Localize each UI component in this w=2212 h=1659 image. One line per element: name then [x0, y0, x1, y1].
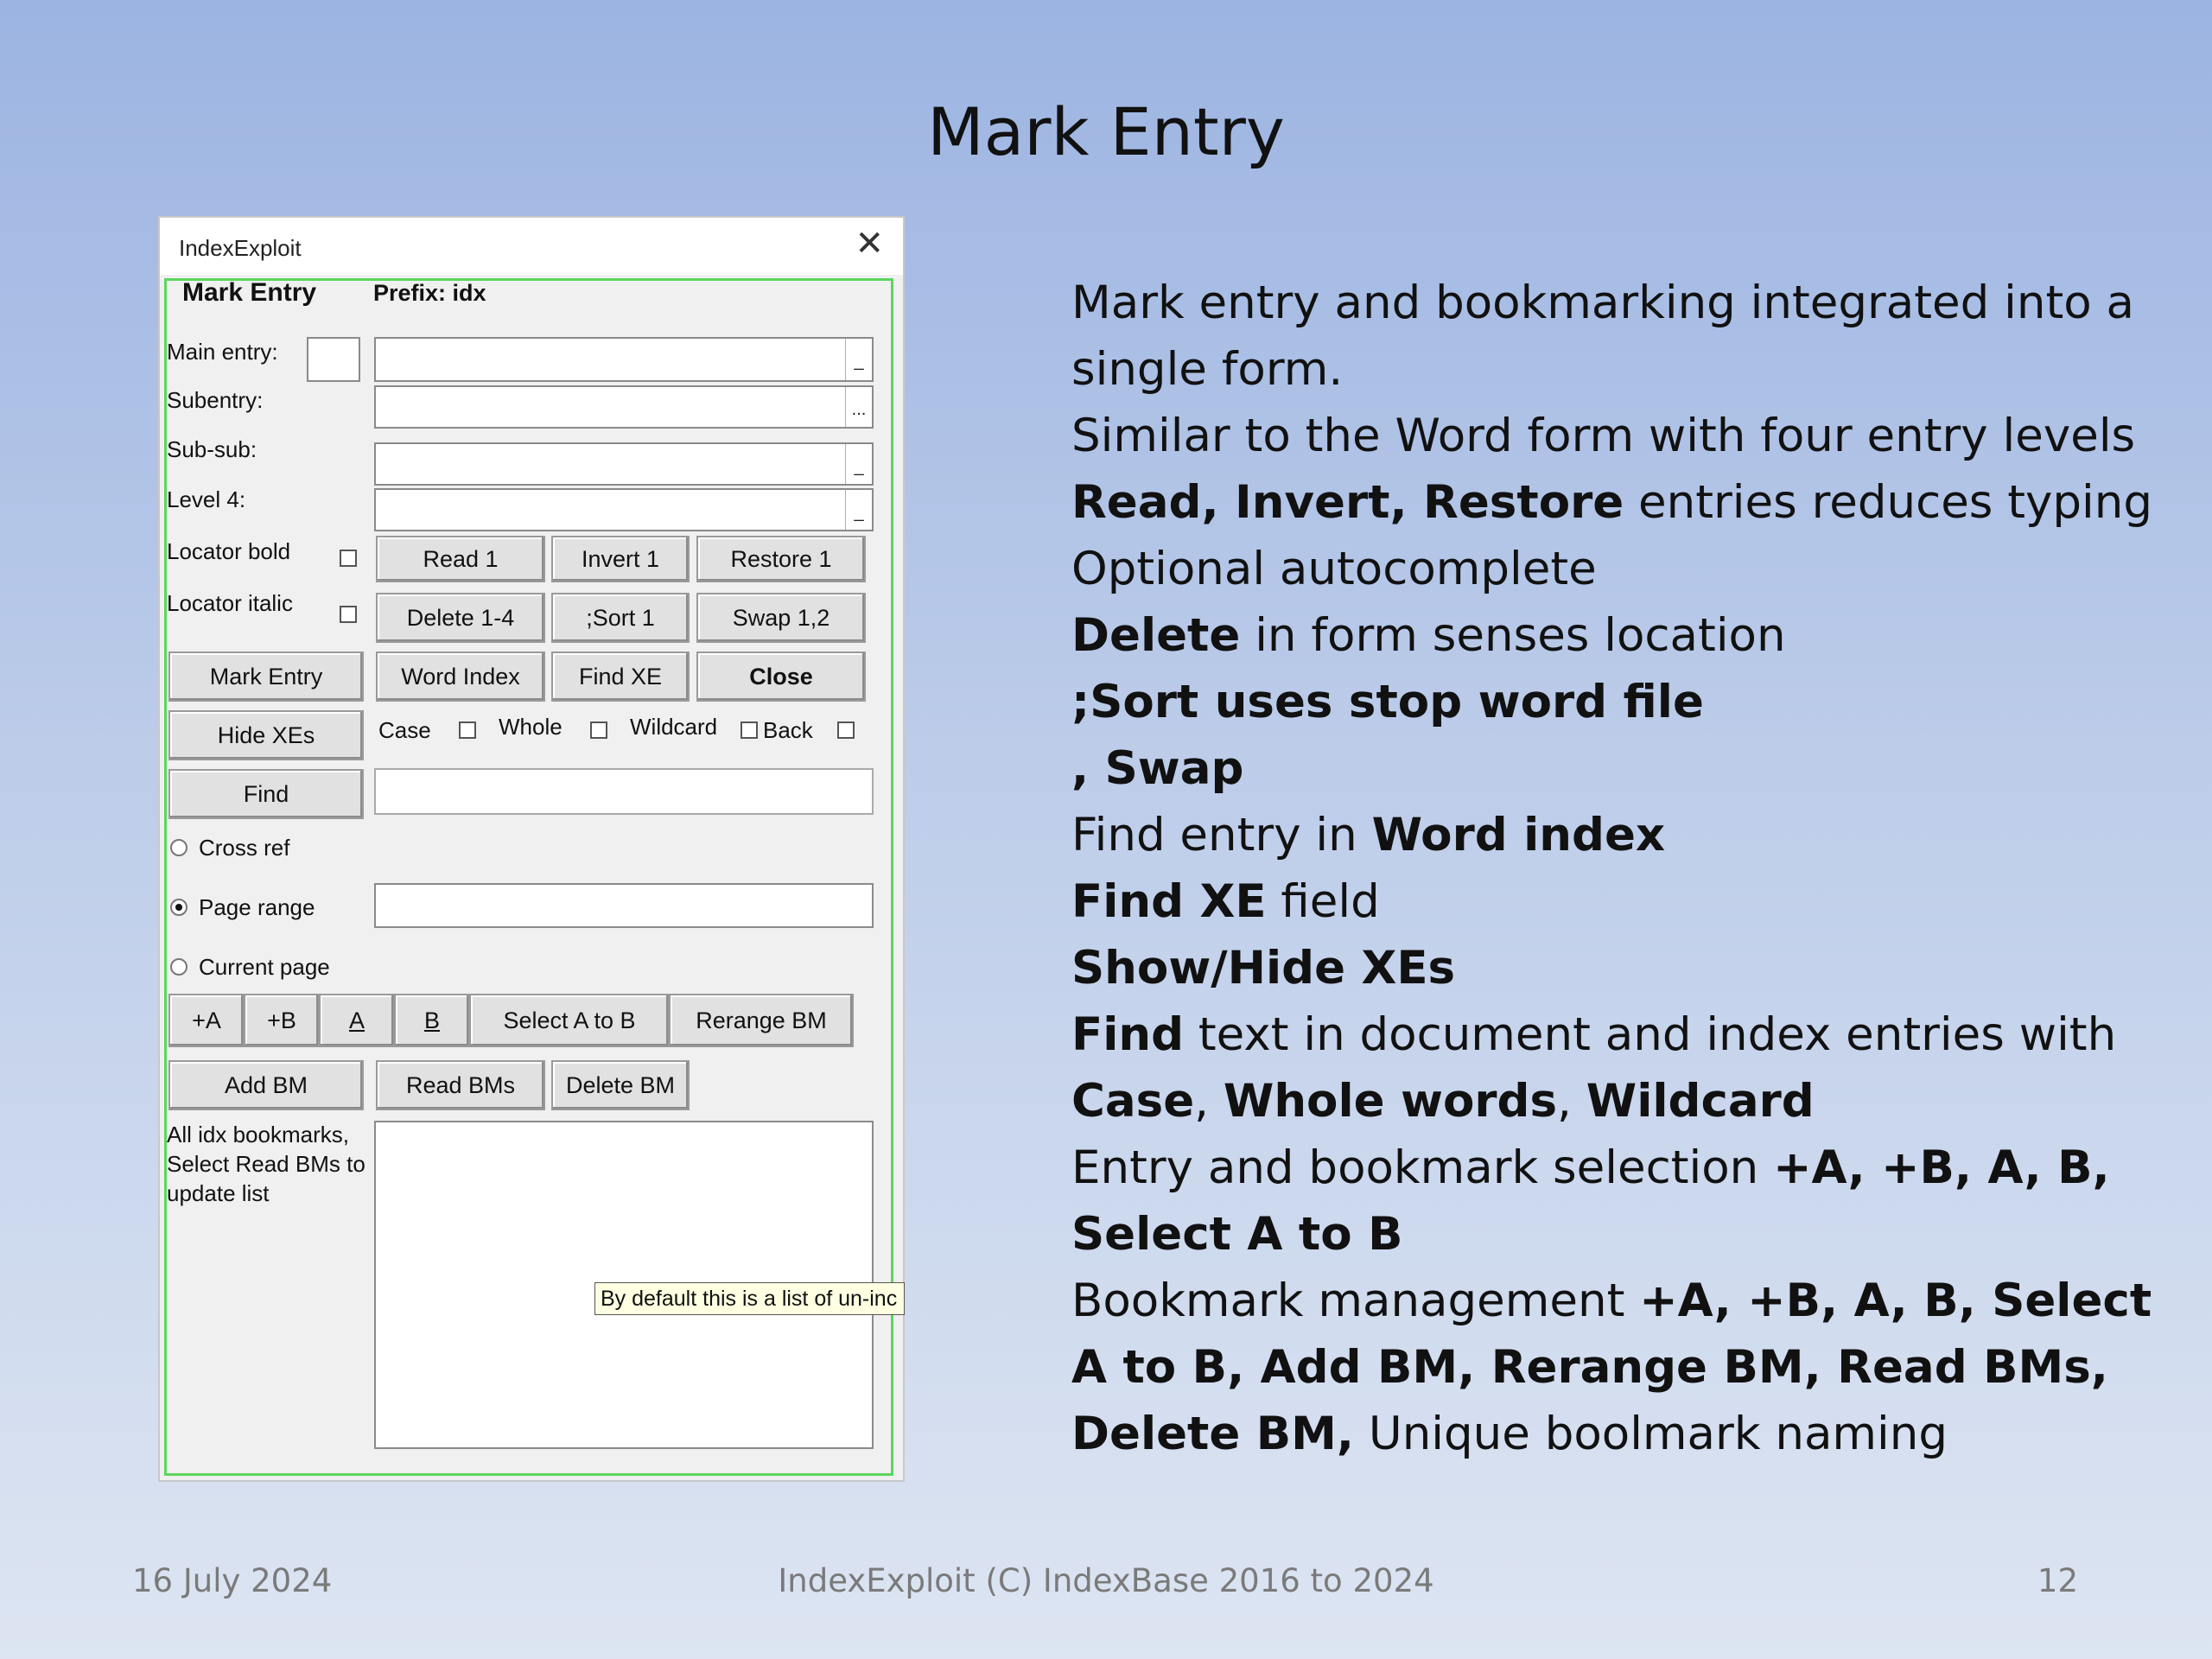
current-page-radio[interactable] [170, 958, 188, 976]
find-text-field[interactable] [374, 768, 874, 815]
dialog-title: IndexExploit [179, 235, 302, 261]
note-line: ;Sort uses stop word file [1071, 676, 1704, 728]
wildcard-label: Wildcard [630, 714, 718, 740]
level4-field[interactable] [374, 488, 874, 531]
main-entry-field[interactable] [374, 337, 874, 382]
read-bms-button[interactable]: Read BMs [376, 1060, 545, 1110]
footer-copyright: IndexExploit (C) IndexBase 2016 to 2024 [778, 1562, 1434, 1599]
bookmark-list-tooltip: By default this is a list of un-inc [594, 1282, 905, 1315]
page-range-radio[interactable] [170, 899, 188, 916]
back-checkbox[interactable] [837, 721, 855, 739]
note-line: Similar to the Word form with four entry levels [1071, 410, 2136, 462]
feature-notes [1071, 270, 2160, 1467]
close-button[interactable]: Close [696, 652, 866, 702]
close-icon[interactable]: ✕ [855, 225, 884, 263]
rerange-bm-button[interactable]: Rerange BM [669, 994, 854, 1047]
restore-1-button[interactable]: Restore 1 [696, 536, 866, 582]
read-1-button[interactable]: Read 1 [376, 536, 545, 582]
main-entry-small-field[interactable] [307, 337, 360, 382]
mark-entry-button[interactable]: Mark Entry [168, 652, 364, 702]
back-label: Back [763, 717, 813, 743]
footer-page-number: 12 [2037, 1562, 2078, 1599]
note-line: Case, Whole words, Wildcard [1071, 1075, 1815, 1128]
swap-1-2-button[interactable]: Swap 1,2 [696, 593, 866, 643]
case-label: Case [378, 717, 431, 743]
plus-b-button[interactable]: +B [244, 994, 320, 1047]
note-line: , Swap [1071, 742, 1244, 795]
note-line: Mark entry and bookmarking integrated into a single form. [1071, 276, 2134, 396]
cross-ref-radio[interactable] [170, 839, 188, 856]
note-line: Find entry in Word index [1071, 809, 1666, 861]
main-entry-dropdown-button[interactable]: _ [845, 339, 872, 380]
word-index-button[interactable]: Word Index [376, 652, 545, 702]
cross-ref-label: Cross ref [199, 835, 290, 861]
note-line: Read, Invert, Restore entries reduces typing [1071, 476, 2153, 529]
page-range-field[interactable] [374, 883, 874, 928]
locator-bold-checkbox[interactable] [340, 550, 357, 567]
note-line: Bookmark management +A, +B, A, B, Select A to B, Add BM, Rerange BM, Read BMs, Delete BM, Unique boolmark naming [1071, 1274, 2152, 1460]
footer-date: 16 July 2024 [132, 1562, 333, 1599]
subentry-label: Subentry: [167, 387, 264, 413]
find-button[interactable]: Find [168, 769, 364, 819]
bookmark-list-help: All idx bookmarks, Select Read BMs to update list [167, 1122, 365, 1206]
note-line: Find text in document and index entries with [1071, 1008, 2117, 1061]
prefix-label: Prefix: idx [373, 280, 486, 306]
case-checkbox[interactable] [459, 721, 476, 739]
delete-bm-button[interactable]: Delete BM [551, 1060, 690, 1110]
mode-label: Mark Entry [182, 278, 317, 307]
main-entry-label: Main entry: [167, 339, 278, 365]
subentry-field[interactable] [374, 385, 874, 429]
wildcard-checkbox[interactable] [741, 721, 758, 739]
level4-dropdown-button[interactable]: _ [845, 490, 872, 530]
level4-label: Level 4: [167, 486, 246, 512]
a-button[interactable]: A [319, 994, 395, 1047]
locator-italic-label: Locator italic [167, 590, 293, 616]
invert-1-button[interactable]: Invert 1 [551, 536, 690, 582]
b-button[interactable]: B [394, 994, 470, 1047]
find-xe-button[interactable]: Find XE [551, 652, 690, 702]
select-a-to-b-button[interactable]: Select A to B [469, 994, 670, 1047]
note-line: Entry and bookmark selection +A, +B, A, B, Select A to B [1071, 1141, 2110, 1261]
delete-1-4-button[interactable]: Delete 1-4 [376, 593, 545, 643]
slide-title: Mark Entry [927, 93, 1285, 170]
locator-bold-label: Locator bold [167, 538, 291, 564]
whole-checkbox[interactable] [590, 721, 607, 739]
note-line: Delete in form senses location [1071, 609, 1786, 662]
locator-italic-checkbox[interactable] [340, 606, 357, 623]
page-range-label: Page range [199, 894, 315, 920]
hide-xes-button[interactable]: Hide XEs [168, 710, 364, 760]
current-page-label: Current page [199, 954, 330, 980]
sort-1-button[interactable]: ;Sort 1 [551, 593, 690, 643]
subsub-label: Sub-sub: [167, 436, 257, 462]
plus-a-button[interactable]: +A [168, 994, 245, 1047]
subsub-dropdown-button[interactable]: _ [845, 444, 872, 484]
subsub-field[interactable] [374, 442, 874, 486]
add-bm-button[interactable]: Add BM [168, 1060, 364, 1110]
note-line: Show/Hide XEs [1071, 942, 1456, 995]
dialog-titlebar [160, 218, 903, 275]
subentry-dropdown-button[interactable]: ... [845, 387, 872, 427]
note-line: Optional autocomplete [1071, 543, 1597, 595]
whole-label: Whole [499, 714, 563, 740]
note-line: Find XE field [1071, 875, 1380, 928]
